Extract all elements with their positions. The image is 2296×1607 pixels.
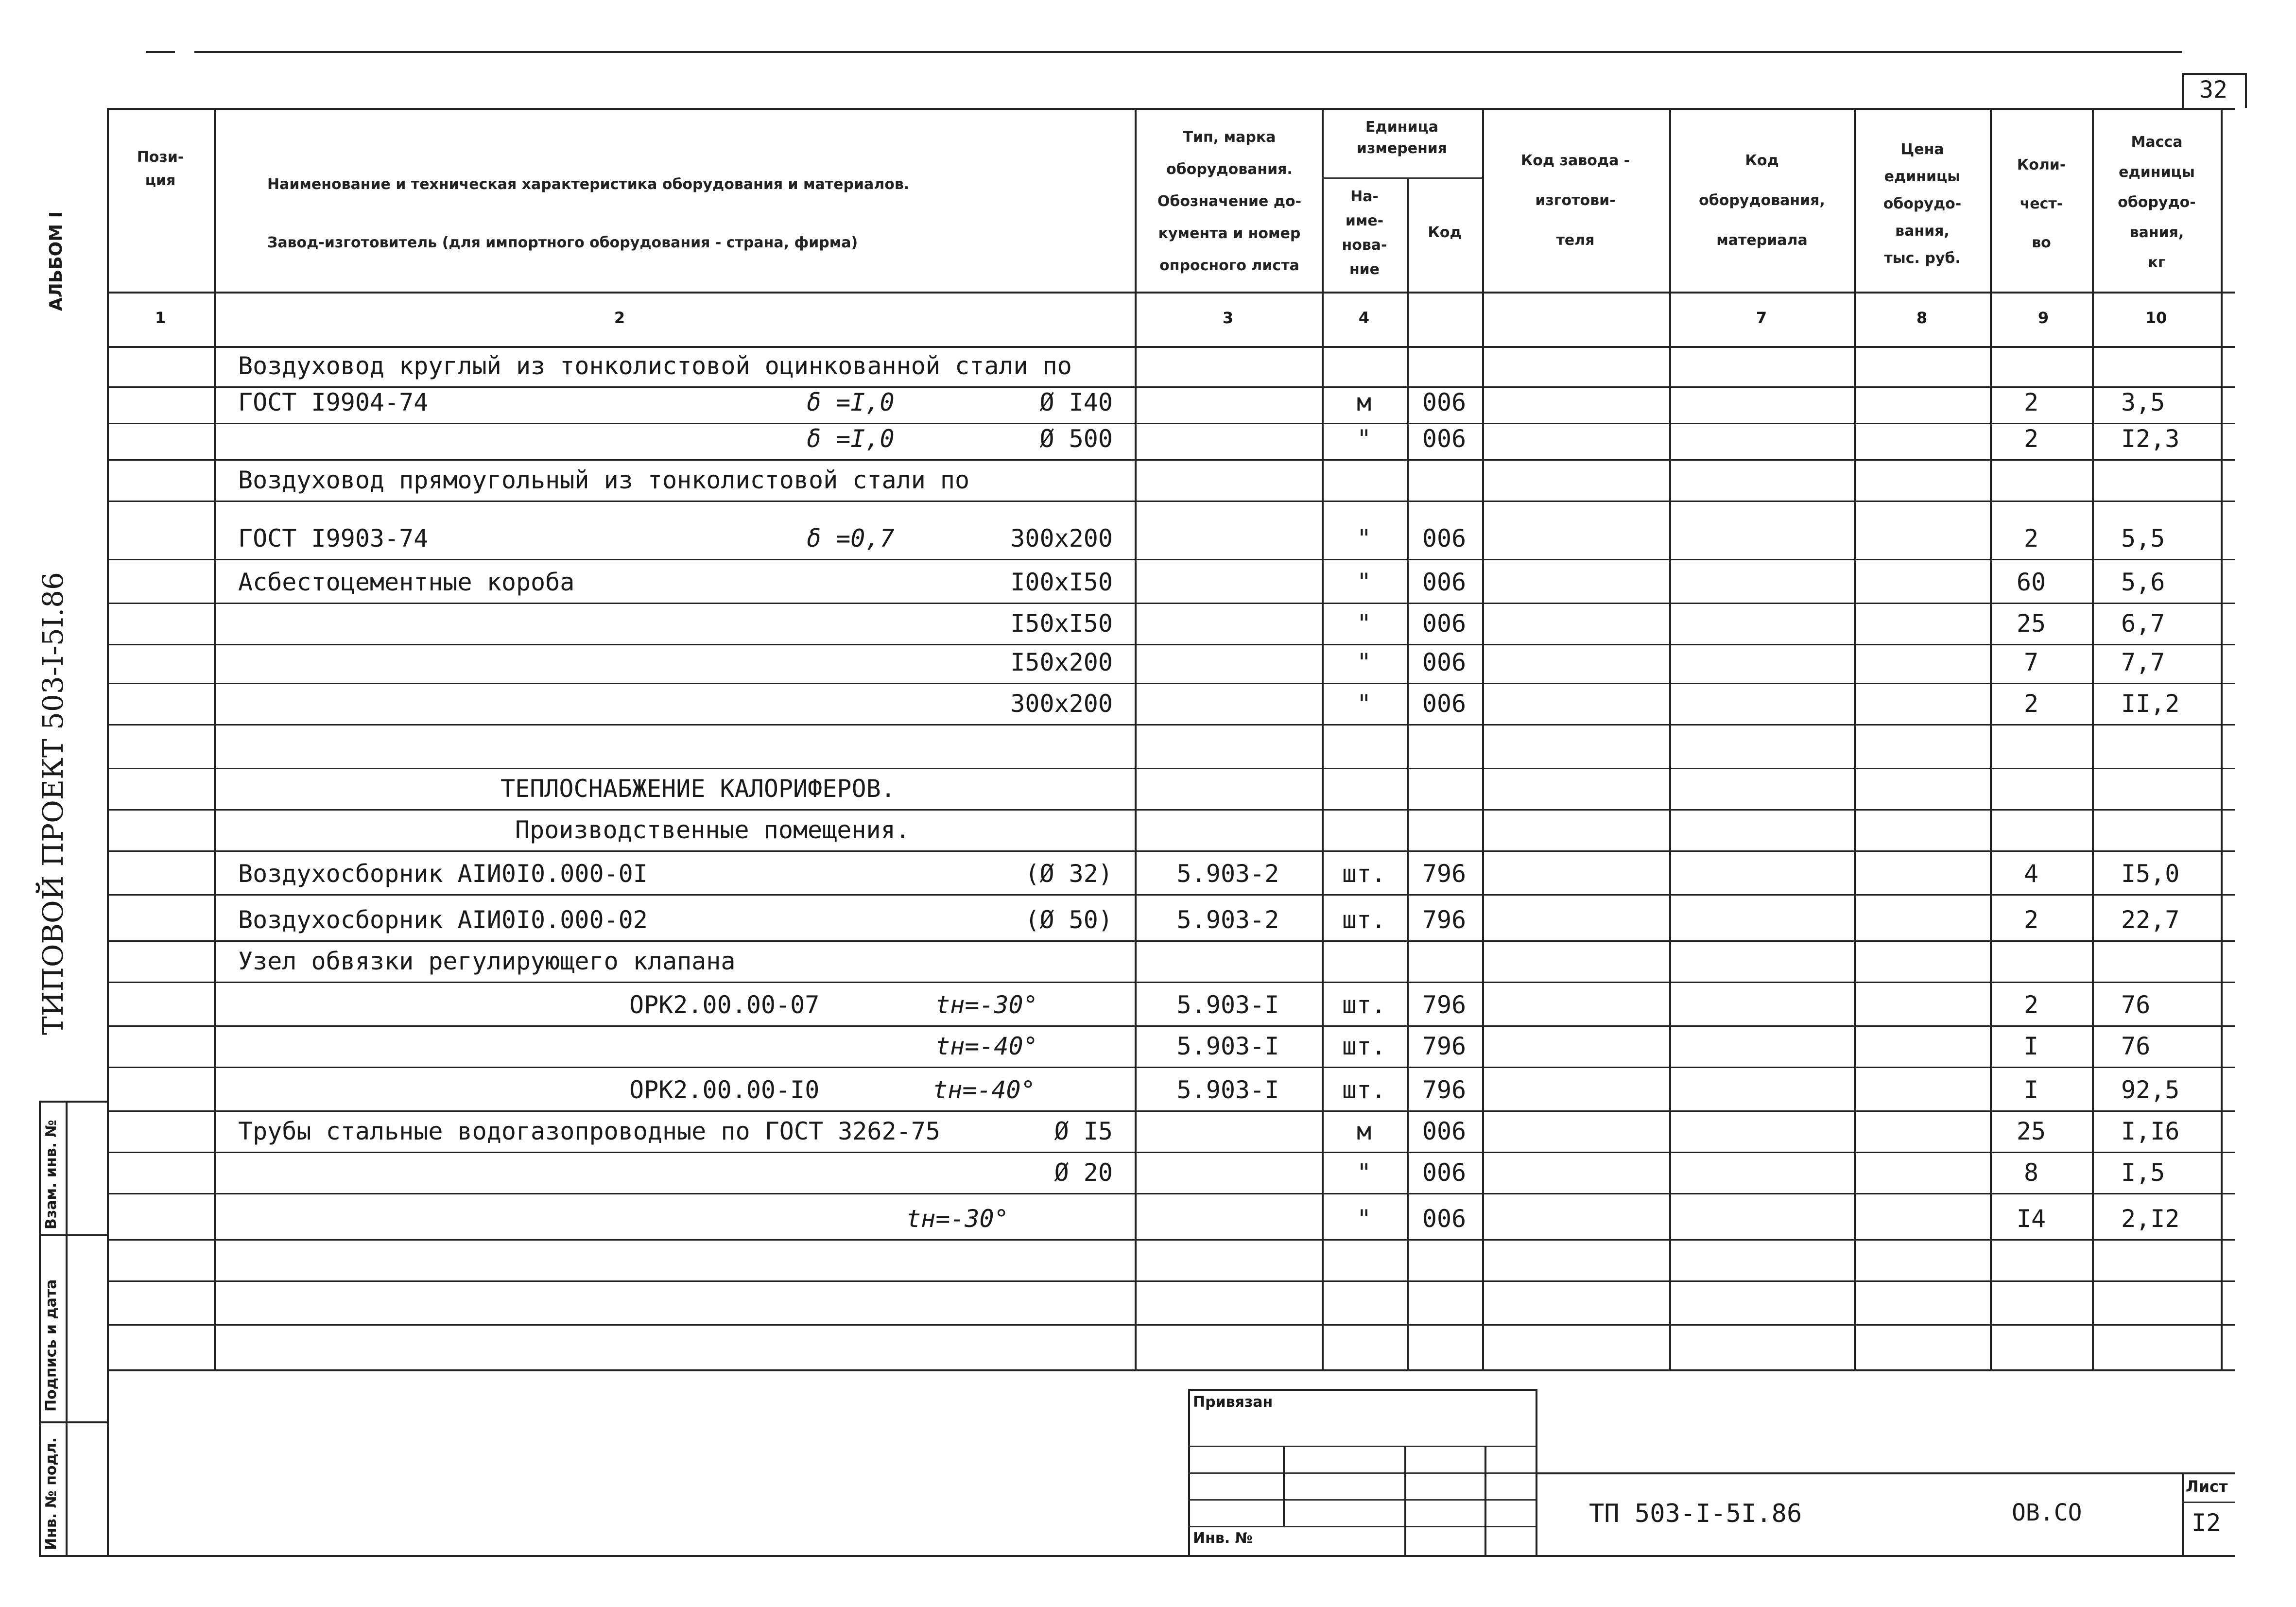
page-box-left [2182,73,2184,108]
page-number: 32 [2199,76,2227,104]
row-code: 796 [1422,906,1467,934]
row-code: 006 [1422,1117,1467,1145]
stamp-row2 [1188,1472,1536,1474]
row-code: 796 [1422,1076,1467,1104]
header-type: Тип, марка оборудования. Обозначение до- кумента и номер опросного листа [1157,129,1302,274]
row-size: Ø 20 [1054,1158,1113,1187]
row-divider [107,1025,2235,1027]
row-code: 796 [1422,1032,1467,1060]
col-line-2 [1135,108,1137,1369]
row-name: Воздухосборник АIИ0I0.000-02 [238,906,648,934]
row-quantity: 2 [2023,425,2039,453]
header-position: Пози- ция [137,149,184,189]
row-quantity: 7 [2023,648,2039,676]
row-unit: " [1356,1158,1372,1187]
row-unit: шт. [1342,860,1386,888]
row-code: 006 [1422,648,1467,676]
row-divider [107,603,2235,604]
row-name: Трубы стальные водогазопроводные по ГОСТ 3262-75 [238,1117,940,1145]
row-name: Узел обвязки регулирующего клапана [238,947,736,975]
top-border-short [146,51,175,53]
row-size: Ø I5 [1054,1117,1113,1145]
row-divider [107,894,2235,896]
row-name: ОРК2.00.00-I0 [629,1076,820,1104]
sheet-box-left [2182,1472,2184,1555]
row-unit: " [1356,1205,1372,1233]
row-unit: шт. [1342,1076,1386,1104]
row-code: 006 [1422,1205,1467,1233]
row-divider [107,644,2235,645]
row-quantity: I [2023,1032,2039,1060]
row-unit: " [1356,568,1372,596]
frame-left-line [107,108,109,1555]
side-vz-inv-label: Взам. инв. № [43,1120,60,1229]
row-divider [107,501,2235,502]
row-unit: " [1356,524,1372,553]
colnum-3: 3 [1222,309,1234,327]
table-bottom-line [107,1369,2235,1371]
stamp-main-top [1536,1472,2235,1474]
stamp-col3 [1485,1446,1486,1555]
row-mass: 76 [2121,991,2151,1019]
row-name: ГОСТ I9904-74 [238,388,429,416]
row-type: 5.903-I [1176,1076,1279,1104]
side-signature-label: Подпись и дата [43,1279,60,1412]
row-type: 5.903-2 [1176,906,1279,934]
stamp-sheet-number: I2 [2192,1509,2221,1537]
row-size: (Ø 32) [1025,860,1113,888]
row-divider [107,1280,2235,1282]
row-divider [107,559,2235,560]
row-unit: " [1356,648,1372,676]
stamp-left [1188,1389,1190,1555]
row-unit: м [1356,1117,1372,1145]
row-unit: шт. [1342,991,1386,1019]
row-unit: м [1356,388,1372,416]
row-mass: 76 [2121,1032,2151,1060]
header-quantity: Коли- чест- во [2017,156,2066,251]
row-divider [107,768,2235,769]
row-size: I50xI50 [1010,609,1113,638]
row-size: 300x200 [1010,524,1113,553]
margin-line-inner [66,1101,68,1555]
col-line-7 [1990,108,1992,1369]
row-name: Воздуховод круглый из тонколистовой оцинкованной стали по [238,352,1072,380]
stamp-row4 [1188,1526,1536,1527]
row-divider [107,982,2235,983]
row-unit: " [1356,425,1372,453]
row-quantity: 60 [2016,568,2046,596]
row-code: 006 [1422,609,1467,638]
row-size: (Ø 50) [1025,906,1113,934]
row-unit: шт. [1342,1032,1386,1060]
col-line-1 [214,108,216,1369]
stamp-col1 [1283,1446,1285,1526]
col-line-3 [1322,108,1324,1369]
col-line-8 [2092,108,2094,1369]
header-bottom-line [107,292,2235,294]
margin-box-top [39,1101,107,1103]
row-code: 796 [1422,991,1467,1019]
row-mass: I,I6 [2121,1117,2180,1145]
row-spec: δ =0,7 [807,524,895,553]
margin-box-mid2 [39,1421,107,1423]
row-code: 006 [1422,690,1467,718]
row-quantity: I [2023,1076,2039,1104]
header-mass: Масса единицы оборудо- вания, кг [2118,134,2196,271]
stamp-inv-no: Инв. № [1193,1530,1253,1547]
colnum-bottom-line [107,346,2235,348]
row-type: 5.903-I [1176,1032,1279,1060]
margin-box-mid1 [39,1234,107,1236]
row-name: ТЕПЛОСНАБЖЕНИЕ КАЛОРИФЕРОВ. [501,775,896,803]
header-top-line [107,108,2235,110]
row-divider [107,1193,2235,1194]
colnum-2: 2 [614,309,625,327]
col-line-4 [1482,108,1484,1369]
row-mass: 6,7 [2121,609,2165,638]
row-divider [107,724,2235,726]
sheet-box-mid [2182,1502,2235,1503]
row-spec: tн=-30° [906,1205,1009,1233]
stamp-row3 [1188,1499,1536,1501]
row-divider [107,940,2235,942]
row-code: 006 [1422,1158,1467,1187]
row-quantity: I4 [2016,1205,2046,1233]
row-quantity: 25 [2016,1117,2046,1145]
row-mass: 3,5 [2121,388,2165,416]
row-mass: I5,0 [2121,860,2180,888]
row-quantity: 2 [2023,388,2039,416]
row-divider [107,1324,2235,1326]
side-inv-podl-label: Инв. № подл. [43,1437,60,1550]
row-code: 006 [1422,388,1467,416]
row-name: Воздухосборник АIИ0I0.000-0I [238,860,648,888]
row-mass: I2,3 [2121,425,2180,453]
row-mass: I,5 [2121,1158,2165,1187]
row-type: 5.903-2 [1176,860,1279,888]
row-quantity: 2 [2023,991,2039,1019]
row-quantity: 2 [2023,906,2039,934]
stamp-row1 [1188,1446,1536,1447]
row-divider [107,423,2235,424]
row-name: Воздуховод прямоугольный из тонколистовой стали по [238,466,970,494]
row-quantity: 2 [2023,690,2039,718]
row-divider [107,1152,2235,1153]
unit-subheader-line [1322,177,1482,179]
colnum-1: 1 [155,309,166,327]
row-mass: 5,5 [2121,524,2165,553]
header-factory-code: Код завода - изготови- теля [1520,152,1630,249]
row-spec: tн=-40° [933,1076,1036,1104]
row-code: 006 [1422,524,1467,553]
stamp-top [1188,1389,1536,1391]
colnum-8: 8 [1916,309,1928,327]
row-size: Ø 500 [1039,425,1113,453]
row-mass: 5,6 [2121,568,2165,596]
header-unit-code: Код [1428,224,1462,241]
row-code: 796 [1422,860,1467,888]
row-code: 006 [1422,425,1467,453]
row-mass: 22,7 [2121,906,2180,934]
row-size: Ø I40 [1039,388,1113,416]
colnum-4: 4 [1358,309,1370,327]
stamp-col2 [1404,1446,1406,1555]
row-unit: шт. [1342,906,1386,934]
colnum-10: 10 [2145,309,2167,327]
header-equipment-code: Код оборудования, материала [1699,152,1825,249]
row-unit: " [1356,609,1372,638]
row-quantity: 2 [2023,524,2039,553]
row-name: ОРК2.00.00-07 [629,991,820,1019]
row-name: ГОСТ I9903-74 [238,524,429,553]
row-spec: tн=-30° [935,991,1038,1019]
row-mass: II,2 [2121,690,2180,718]
col-line-5 [1669,108,1671,1369]
row-code: 006 [1422,568,1467,596]
row-divider [107,683,2235,684]
stamp-designation: ТП 503-I-5I.86 [1589,1499,1802,1528]
row-divider [107,1067,2235,1068]
row-divider [107,1110,2235,1112]
stamp-right [1536,1389,1537,1555]
row-size: I50x200 [1010,648,1113,676]
row-spec: δ =I,0 [807,388,895,416]
col-line-9 [2221,108,2223,1369]
row-type: 5.903-I [1176,991,1279,1019]
header-unit-group: Единица измерения [1356,119,1448,157]
header-unit-name: На- име- нова- ние [1342,188,1387,278]
row-divider [107,1239,2235,1241]
row-quantity: 8 [2023,1158,2039,1187]
top-border [194,51,2182,53]
row-quantity: 4 [2023,860,2039,888]
sheet-bottom-line [39,1555,2235,1557]
margin-line-outer [39,1101,41,1555]
colnum-9: 9 [2037,309,2049,327]
stamp-section: ОВ.СО [2012,1499,2082,1526]
header-name: Наименование и техническая характеристика оборудования и материалов. Завод-изготовитель (для импортного оборудования - страна, фирма) [267,176,910,251]
stamp-sheet-label: Лист [2186,1477,2228,1496]
row-size: 300x200 [1010,690,1113,718]
row-divider [107,809,2235,811]
colnum-7: 7 [1756,309,1767,327]
row-divider [107,459,2235,461]
row-mass: 7,7 [2121,648,2165,676]
stamp-privyazan: Привязан [1193,1394,1273,1411]
row-mass: 2,I2 [2121,1205,2180,1233]
col-line-6 [1854,108,1856,1369]
row-spec: δ =I,0 [807,425,895,453]
col-line-4a [1407,177,1409,1369]
row-unit: " [1356,690,1372,718]
row-spec: tн=-40° [935,1032,1038,1060]
row-size: I00xI50 [1010,568,1113,596]
side-project-label: ТИПОВОЙ ПРОЕКТ 503-I-5I.86 [36,572,69,1035]
header-price: Цена единицы оборудо- вания, тыс. руб. [1883,141,1962,267]
row-quantity: 25 [2016,609,2046,638]
page-box-right [2245,73,2247,108]
row-divider [107,850,2235,852]
row-mass: 92,5 [2121,1076,2180,1104]
row-name: Асбестоцементные короба [238,568,575,596]
row-name: Производственные помещения. [515,816,910,844]
side-album-label: АЛЬБОМ I [46,211,66,311]
